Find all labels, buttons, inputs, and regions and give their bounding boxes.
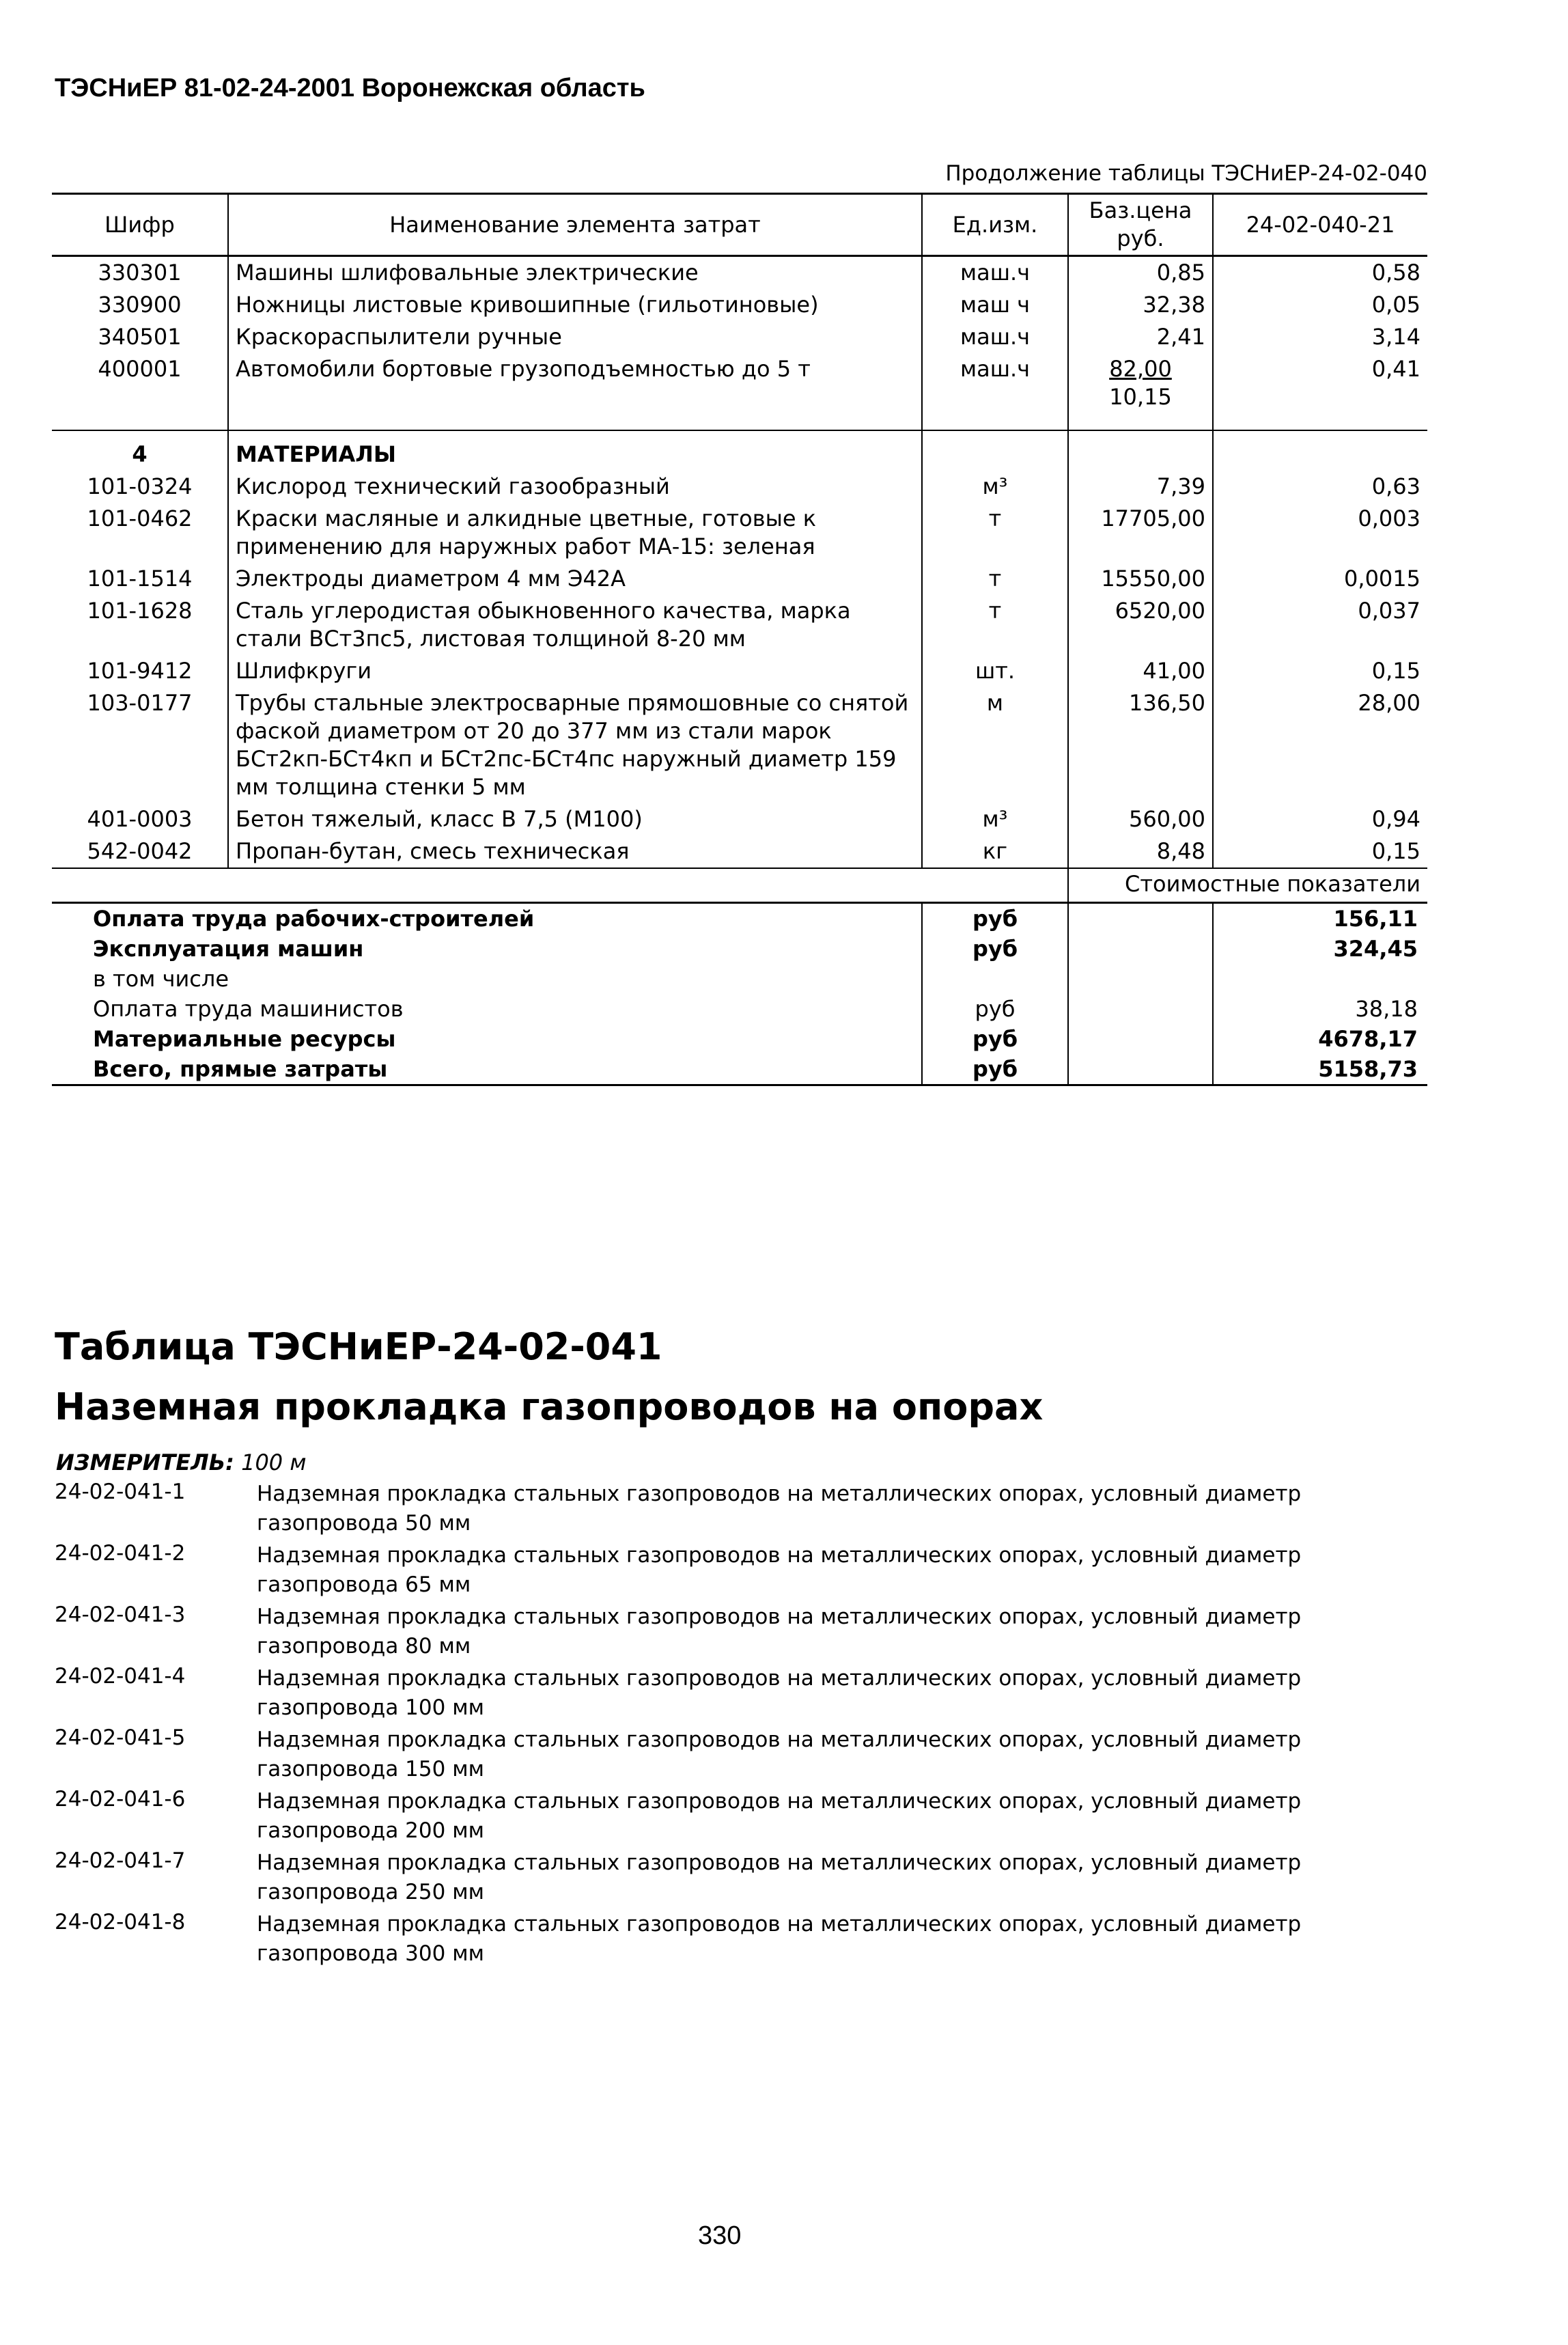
spacer-row bbox=[52, 413, 1427, 430]
row-value: 0,15 bbox=[1213, 835, 1427, 868]
list-item bbox=[55, 1664, 1448, 1723]
row-name: Сталь углеродистая обыкновенного качества, марка стали ВСт3пс5, листовая толщиной 8-20 мм bbox=[228, 595, 922, 655]
row-name: Ножницы листовые кривошипные (гильотиновые) bbox=[228, 289, 922, 321]
page-number: 330 bbox=[698, 2221, 742, 2250]
row-value: 0,63 bbox=[1213, 471, 1427, 503]
row-value: 0,003 bbox=[1213, 503, 1427, 563]
section-number: 4 bbox=[52, 430, 228, 471]
row-code: 101-0324 bbox=[87, 473, 193, 499]
row-price: 2,41 bbox=[1068, 321, 1213, 353]
document-header: ТЭСНиЕР 81-02-24-2001 Воронежская область bbox=[55, 74, 645, 102]
measure-label: ИЗМЕРИТЕЛЬ: bbox=[56, 1449, 234, 1475]
col-header-name: Наименование элемента затрат bbox=[228, 194, 922, 256]
item-text: Надземная прокладка стальных газопроводов на металлических опорах, условный диаметр газопровода 80 мм bbox=[257, 1605, 1302, 1659]
row-value: 0,0015 bbox=[1213, 563, 1427, 595]
col-header-unit: Ед.изм. bbox=[922, 194, 1068, 256]
item-text: Надземная прокладка стальных газопроводов на металлических опорах, условный диаметр газопровода 65 мм bbox=[257, 1543, 1302, 1597]
summary-label: в том числе bbox=[93, 966, 229, 992]
item-code: 24-02-041-6 bbox=[55, 1787, 186, 1812]
item-code: 24-02-041-8 bbox=[55, 1910, 186, 1934]
item-text: Надземная прокладка стальных газопроводов на металлических опорах, условный диаметр газопровода 200 мм bbox=[257, 1789, 1302, 1843]
row-unit: кг bbox=[922, 835, 1068, 868]
row-price: 41,00 bbox=[1068, 655, 1213, 687]
row-unit: т bbox=[922, 503, 1068, 563]
row-code: 101-0462 bbox=[87, 505, 193, 531]
row-unit: маш ч bbox=[922, 289, 1068, 321]
list-item bbox=[55, 1541, 1448, 1600]
summary-value bbox=[1213, 964, 1427, 994]
row-name: Машины шлифовальные электрические bbox=[228, 256, 922, 290]
row-value: 28,00 bbox=[1213, 687, 1427, 803]
measure-line bbox=[56, 1449, 306, 1475]
row-code: 101-1628 bbox=[87, 598, 193, 624]
summary-value: 38,18 bbox=[1213, 994, 1427, 1024]
summary-unit bbox=[922, 964, 1068, 994]
summary-row bbox=[52, 1054, 1427, 1085]
row-code: 101-9412 bbox=[87, 658, 193, 684]
summary-row bbox=[52, 934, 1427, 964]
row-price: 17705,00 bbox=[1068, 503, 1213, 563]
list-item bbox=[55, 1848, 1448, 1907]
summary-unit: руб bbox=[922, 934, 1068, 964]
summary-row bbox=[52, 903, 1427, 934]
item-code: 24-02-041-4 bbox=[55, 1664, 186, 1689]
measure-value: 100 м bbox=[241, 1449, 307, 1475]
table-row bbox=[52, 835, 1427, 868]
row-price: 6520,00 bbox=[1068, 595, 1213, 655]
section-row bbox=[52, 430, 1427, 471]
summary-unit: руб bbox=[922, 1054, 1068, 1085]
summary-label: Эксплуатация машин bbox=[93, 936, 364, 962]
summary-value: 5158,73 bbox=[1213, 1054, 1427, 1085]
row-unit: м³ bbox=[922, 471, 1068, 503]
item-text: Надземная прокладка стальных газопроводов на металлических опорах, условный диаметр газопровода 50 мм bbox=[257, 1482, 1302, 1536]
table-subtitle: Наземная прокладка газопроводов на опорах bbox=[55, 1385, 1044, 1428]
summary-row bbox=[52, 994, 1427, 1024]
row-price: 32,38 bbox=[1068, 289, 1213, 321]
table-row bbox=[52, 289, 1427, 321]
summary-unit: руб bbox=[922, 1024, 1068, 1054]
row-name: Краскораспылители ручные bbox=[228, 321, 922, 353]
row-value: 3,14 bbox=[1213, 321, 1427, 353]
row-price: 8,48 bbox=[1068, 835, 1213, 868]
summary-row bbox=[52, 964, 1427, 994]
item-code: 24-02-041-1 bbox=[55, 1480, 186, 1504]
row-price: 15550,00 bbox=[1068, 563, 1213, 595]
row-unit: т bbox=[922, 595, 1068, 655]
row-code: 401-0003 bbox=[87, 806, 193, 832]
summary-value: 324,45 bbox=[1213, 934, 1427, 964]
summary-label: Материальные ресурсы bbox=[93, 1026, 396, 1052]
table-row bbox=[52, 803, 1427, 835]
costs-header-row bbox=[52, 868, 1427, 903]
table-row bbox=[52, 503, 1427, 563]
list-item bbox=[55, 1910, 1448, 1969]
table-row bbox=[52, 353, 1427, 413]
item-text: Надземная прокладка стальных газопроводов на металлических опорах, условный диаметр газопровода 250 мм bbox=[257, 1850, 1302, 1904]
row-price: 560,00 bbox=[1068, 803, 1213, 835]
summary-label: Всего, прямые затраты bbox=[52, 1054, 922, 1085]
item-text: Надземная прокладка стальных газопроводов на металлических опорах, условный диаметр газопровода 100 мм bbox=[257, 1666, 1302, 1720]
row-value: 0,037 bbox=[1213, 595, 1427, 655]
table-row bbox=[52, 595, 1427, 655]
costs-header: Стоимостные показатели bbox=[1068, 868, 1427, 903]
row-value: 0,94 bbox=[1213, 803, 1427, 835]
list-item bbox=[55, 1787, 1448, 1846]
item-code: 24-02-041-3 bbox=[55, 1602, 186, 1627]
row-name: Шлифкруги bbox=[228, 655, 922, 687]
row-price-secondary: 10,15 bbox=[1109, 384, 1172, 410]
row-code: 542-0042 bbox=[87, 838, 193, 864]
table-row bbox=[52, 471, 1427, 503]
row-price: 7,39 bbox=[1068, 471, 1213, 503]
row-code: 330301 bbox=[98, 260, 182, 286]
col-header-code: Шифр bbox=[52, 194, 228, 256]
summary-unit: руб bbox=[922, 994, 1068, 1024]
item-code: 24-02-041-7 bbox=[55, 1848, 186, 1873]
table-row bbox=[52, 655, 1427, 687]
row-code: 400001 bbox=[98, 356, 182, 382]
row-value: 0,05 bbox=[1213, 289, 1427, 321]
list-item bbox=[55, 1602, 1448, 1661]
row-name: Электроды диаметром 4 мм Э42А bbox=[228, 563, 922, 595]
row-name: Краски масляные и алкидные цветные, готовые к применению для наружных работ МА-15: зеленая bbox=[228, 503, 922, 563]
list-item bbox=[55, 1725, 1448, 1784]
row-unit: маш.ч bbox=[922, 321, 1068, 353]
table-title: Таблица ТЭСНиЕР-24-02-041 bbox=[55, 1325, 662, 1368]
row-unit: шт. bbox=[922, 655, 1068, 687]
col-header-value: 24-02-040-21 bbox=[1213, 194, 1427, 256]
row-price: 136,50 bbox=[1068, 687, 1213, 803]
row-value: 0,41 bbox=[1213, 353, 1427, 413]
summary-unit: руб bbox=[922, 903, 1068, 934]
row-unit: м³ bbox=[922, 803, 1068, 835]
row-value: 0,15 bbox=[1213, 655, 1427, 687]
row-code: 101-1514 bbox=[87, 566, 193, 592]
row-price: 0,85 bbox=[1068, 256, 1213, 290]
row-name: Трубы стальные электросварные прямошовные со снятой фаской диаметром от 20 до 377 мм из стали марок БСт2кп-БСт4кп и БСт2пс-БСт4пс наружный диаметр 159 мм толщина стенки 5 мм bbox=[228, 687, 922, 803]
item-code: 24-02-041-2 bbox=[55, 1541, 186, 1566]
item-text: Надземная прокладка стальных газопроводов на металлических опорах, условный диаметр газопровода 300 мм bbox=[257, 1912, 1302, 1966]
row-code: 103-0177 bbox=[87, 690, 193, 716]
item-code: 24-02-041-5 bbox=[55, 1725, 186, 1750]
row-unit: маш.ч bbox=[922, 353, 1068, 413]
item-text: Надземная прокладка стальных газопроводов на металлических опорах, условный диаметр газопровода 150 мм bbox=[257, 1727, 1302, 1781]
table-row bbox=[52, 687, 1427, 803]
row-price-primary: 82,00 bbox=[1109, 356, 1172, 382]
item-list bbox=[55, 1480, 1448, 1971]
resource-table bbox=[52, 193, 1427, 1086]
summary-value: 4678,17 bbox=[1213, 1024, 1427, 1054]
row-unit: м bbox=[922, 687, 1068, 803]
summary-label: Оплата труда рабочих-строителей bbox=[93, 906, 535, 932]
row-value: 0,58 bbox=[1213, 256, 1427, 290]
row-name: Пропан-бутан, смесь техническая bbox=[228, 835, 922, 868]
table-row bbox=[52, 563, 1427, 595]
row-code: 340501 bbox=[98, 324, 182, 350]
summary-row bbox=[52, 1024, 1427, 1054]
col-header-price: Баз.цена руб. bbox=[1068, 194, 1213, 256]
summary-value: 156,11 bbox=[1213, 903, 1427, 934]
table-header-row bbox=[52, 194, 1427, 256]
section-title: МАТЕРИАЛЫ bbox=[228, 430, 922, 471]
table-row bbox=[52, 256, 1427, 290]
row-code: 330900 bbox=[98, 292, 182, 318]
table-row bbox=[52, 321, 1427, 353]
continuation-caption: Продолжение таблицы ТЭСНиЕР-24-02-040 bbox=[945, 161, 1427, 186]
row-name: Кислород технический газообразный bbox=[228, 471, 922, 503]
row-name: Автомобили бортовые грузоподъемностью до 5 т bbox=[228, 353, 922, 413]
row-price bbox=[1068, 353, 1213, 413]
row-unit: т bbox=[922, 563, 1068, 595]
list-item bbox=[55, 1480, 1448, 1538]
row-unit: маш.ч bbox=[922, 256, 1068, 290]
summary-label: Оплата труда машинистов bbox=[93, 996, 404, 1022]
row-name: Бетон тяжелый, класс В 7,5 (М100) bbox=[228, 803, 922, 835]
